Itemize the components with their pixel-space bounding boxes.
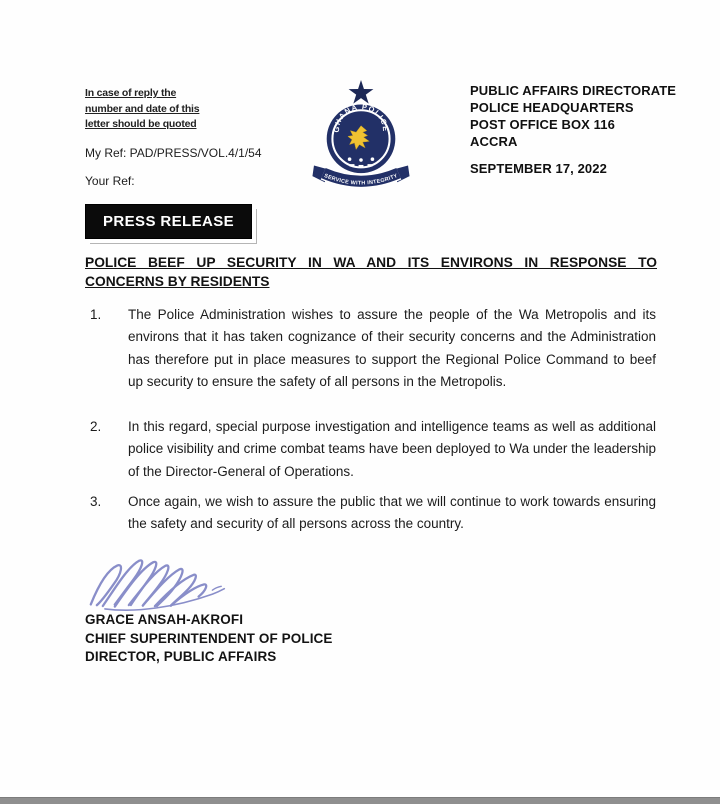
badge-dot (348, 157, 352, 161)
paragraph-1 (85, 304, 656, 394)
paragraph-number: 3. (90, 494, 102, 509)
reply-note-line: In case of reply the (85, 87, 177, 99)
paragraph-number: 2. (90, 419, 102, 434)
handwritten-signature (84, 550, 234, 612)
paragraph-2 (85, 416, 656, 483)
scan-edge-bar (0, 797, 720, 804)
motto-text: SERVICE WITH INTEGRITY (323, 173, 399, 187)
reply-instruction-note (85, 86, 199, 133)
paragraph-text: The Police Administration wishes to assure the people of the Wa Metropolis and its environs that it has taken cognizance of their security concerns and the Administration has therefore put in place measures to support the Regional Police Command to beef up security to ensure the safety of all persons in the Metropolis. (128, 307, 656, 390)
paragraph-number: 1. (90, 307, 102, 322)
your-ref-line: Your Ref: (85, 174, 135, 188)
ring-text: GHANA POLICE (331, 102, 391, 133)
badge-dash (350, 164, 355, 166)
address-line: PUBLIC AFFAIRS DIRECTORATE (470, 83, 677, 98)
badge-dot (371, 157, 375, 161)
signatory-rank: CHIEF SUPERINTENDENT OF POLICE (85, 630, 333, 646)
paragraph-text: Once again, we wish to assure the public that we will continue to work towards ensuring the safety and security of all persons across the country. (128, 494, 656, 532)
letter-date: SEPTEMBER 17, 2022 (470, 161, 607, 176)
press-release-label: PRESS RELEASE (85, 204, 252, 239)
badge-dash (368, 164, 373, 166)
paragraph-3 (85, 491, 656, 536)
star-icon (349, 80, 374, 104)
address-line: POST OFFICE BOX 116 (470, 117, 615, 132)
headline-line-2: CONCERNS BY RESIDENTS (85, 273, 270, 289)
badge-dash (359, 165, 364, 167)
reply-note-line: number and date of this (85, 102, 200, 115)
signatory-title: DIRECTOR, PUBLIC AFFAIRS (85, 649, 277, 665)
signature-strokes (89, 557, 225, 611)
reply-note-line: letter should be quoted (85, 118, 197, 130)
headline-line-1: POLICE BEEF UP SECURITY IN WA AND ITS ENVIRONS IN RESPONSE TO (85, 255, 657, 270)
signatory-name: GRACE ANSAH-AKROFI (85, 612, 244, 627)
address-line: ACCRA (470, 134, 518, 149)
signatory-block (85, 611, 333, 667)
letterhead-address-block (470, 82, 676, 177)
my-ref-line: My Ref: PAD/PRESS/VOL.4/1/54 (85, 146, 262, 160)
address-line: POLICE HEADQUARTERS (470, 100, 634, 115)
ghana-police-crest-logo (312, 76, 410, 200)
badge-dot (359, 158, 363, 162)
paragraph-text: In this regard, special purpose investigation and intelligence teams as well as additional police visibility and crime combat teams have been deployed to Wa under the leadership of the Director-General of Operations. (128, 419, 656, 479)
headline (85, 254, 657, 291)
